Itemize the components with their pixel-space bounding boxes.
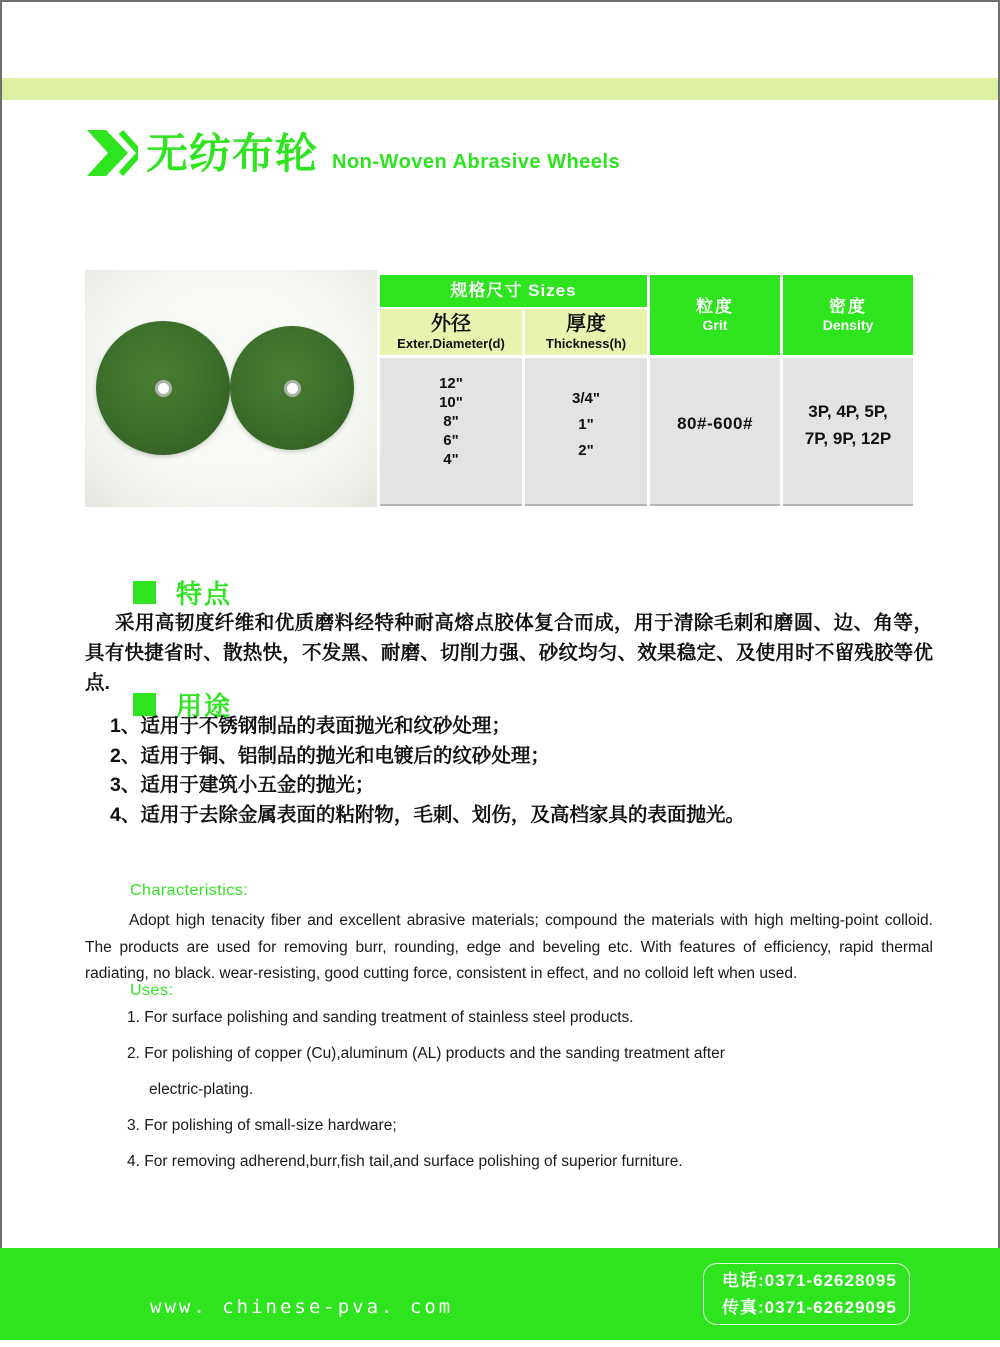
thickness-value: 3/4" bbox=[572, 390, 600, 407]
abrasive-wheel-large bbox=[96, 321, 230, 455]
thickness-value: 1" bbox=[578, 416, 594, 433]
grit-value-cell: 80#-600# bbox=[650, 358, 780, 506]
page-border-left bbox=[0, 0, 2, 1249]
fax-number: 传真:0371-62629095 bbox=[722, 1298, 897, 1317]
features-paragraph: 采用高韧度纤维和优质磨料经特种耐高熔点胶体复合而成，用于清除毛刺和磨圆、边、角等，具有快捷省时、散热快，不发黑、耐磨、切削力强、砂纹均匀、效果稳定、及使用时不留残胶等优点. bbox=[85, 612, 933, 694]
grit-header-cell bbox=[650, 275, 780, 355]
diameter-value: 4" bbox=[443, 451, 459, 468]
thickness-value: 2" bbox=[578, 442, 594, 459]
features-heading bbox=[133, 574, 232, 611]
spec-table-density-column bbox=[783, 275, 913, 506]
diameter-header-cell bbox=[380, 309, 522, 355]
wheel-center-hole bbox=[155, 380, 172, 397]
sizes-body-row bbox=[380, 358, 647, 506]
diameter-values-cell bbox=[380, 358, 522, 506]
thickness-header-cell bbox=[525, 309, 647, 355]
features-heading-label: 特点 bbox=[176, 579, 233, 609]
uses-en-item bbox=[127, 1042, 867, 1102]
uses-cn-item: 2、适用于铜、铝制品的抛光和电镀后的纹砂处理； bbox=[110, 744, 550, 767]
uses-en-list bbox=[127, 1006, 867, 1186]
diameter-value: 8" bbox=[443, 413, 459, 430]
top-accent-bar bbox=[2, 78, 998, 100]
page-title-chinese: 无纺布轮 bbox=[146, 130, 319, 177]
characteristics-label: Characteristics: bbox=[130, 882, 249, 899]
spec-table bbox=[380, 275, 913, 506]
footer-bar bbox=[0, 1248, 1000, 1340]
green-square-bullet-icon bbox=[133, 581, 156, 604]
page-title-row bbox=[86, 130, 620, 178]
uses-en-item-line2: electric-plating. bbox=[149, 1081, 254, 1098]
density-value-line: 7P, 9P, 12P bbox=[804, 429, 892, 448]
uses-cn-item: 1、适用于不锈钢制品的表面抛光和纹砂处理； bbox=[110, 715, 511, 737]
sizes-header-cell: 规格尺寸 Sizes bbox=[380, 275, 647, 307]
diameter-header-en: Exter.Diameter(d) bbox=[397, 336, 505, 351]
uses-en-item-line1: 2. For polishing of copper (Cu),aluminum (AL) products and the sanding treatment after bbox=[127, 1045, 725, 1062]
website-url: www. chinese-pva. com bbox=[150, 1296, 454, 1318]
double-chevron-icon bbox=[86, 130, 138, 176]
spec-table-grit-column bbox=[650, 275, 780, 506]
uses-en-label: Uses: bbox=[130, 982, 174, 999]
diameter-value: 10" bbox=[439, 394, 463, 411]
spec-table-sizes-group bbox=[380, 275, 647, 506]
thickness-header-en: Thickness(h) bbox=[545, 336, 627, 351]
diameter-header-cn: 外径 bbox=[431, 313, 471, 335]
wheel-center-hole bbox=[284, 380, 301, 397]
page-border-top bbox=[0, 0, 1000, 2]
grit-header-cn: 粒度 bbox=[696, 297, 734, 316]
grit-header-en: Grit bbox=[702, 317, 728, 333]
uses-cn-item: 3、适用于建筑小五金的抛光； bbox=[110, 774, 375, 796]
contact-box bbox=[703, 1263, 910, 1325]
thickness-header-cn: 厚度 bbox=[566, 313, 606, 335]
product-photo bbox=[85, 270, 377, 507]
characteristics-paragraph: Adopt high tenacity fiber and excellent abrasive materials; compound the materials with high melting-point colloid. The products are used for removing burr, rounding, edge and beveling etc. With features of efficiency, rapid thermal radiating, no black. wear-resisting, good cutting force, consistent in effect, and no colloid left when used. bbox=[85, 912, 933, 982]
abrasive-wheel-small bbox=[230, 326, 354, 450]
density-values-cell bbox=[783, 358, 913, 506]
uses-en-item: 1. For surface polishing and sanding treatment of stainless steel products. bbox=[127, 1009, 634, 1026]
diameter-value: 6" bbox=[443, 432, 459, 449]
uses-cn-list bbox=[110, 712, 940, 830]
sizes-subheader-row bbox=[380, 309, 647, 355]
density-header-cell bbox=[783, 275, 913, 355]
uses-cn-item: 4、适用于去除金属表面的粘附物，毛刺、划伤，及高档家具的表面抛光。 bbox=[110, 803, 745, 826]
phone-number: 电话:0371-62628095 bbox=[722, 1271, 897, 1290]
uses-en-item: 3. For polishing of small-size hardware; bbox=[127, 1117, 397, 1134]
density-header-cn: 密度 bbox=[829, 297, 867, 316]
uses-en-item: 4. For removing adherend,burr,fish tail,and surface polishing of superior furniture. bbox=[127, 1153, 683, 1170]
page-title-english: Non-Woven Abrasive Wheels bbox=[332, 151, 621, 173]
uses-cn-heading-label: 用途 bbox=[176, 691, 233, 721]
thickness-values-cell bbox=[525, 358, 647, 506]
density-header-en: Density bbox=[822, 317, 874, 333]
diameter-value: 12" bbox=[439, 375, 463, 392]
density-value-line: 3P, 4P, 5P, bbox=[808, 402, 888, 421]
